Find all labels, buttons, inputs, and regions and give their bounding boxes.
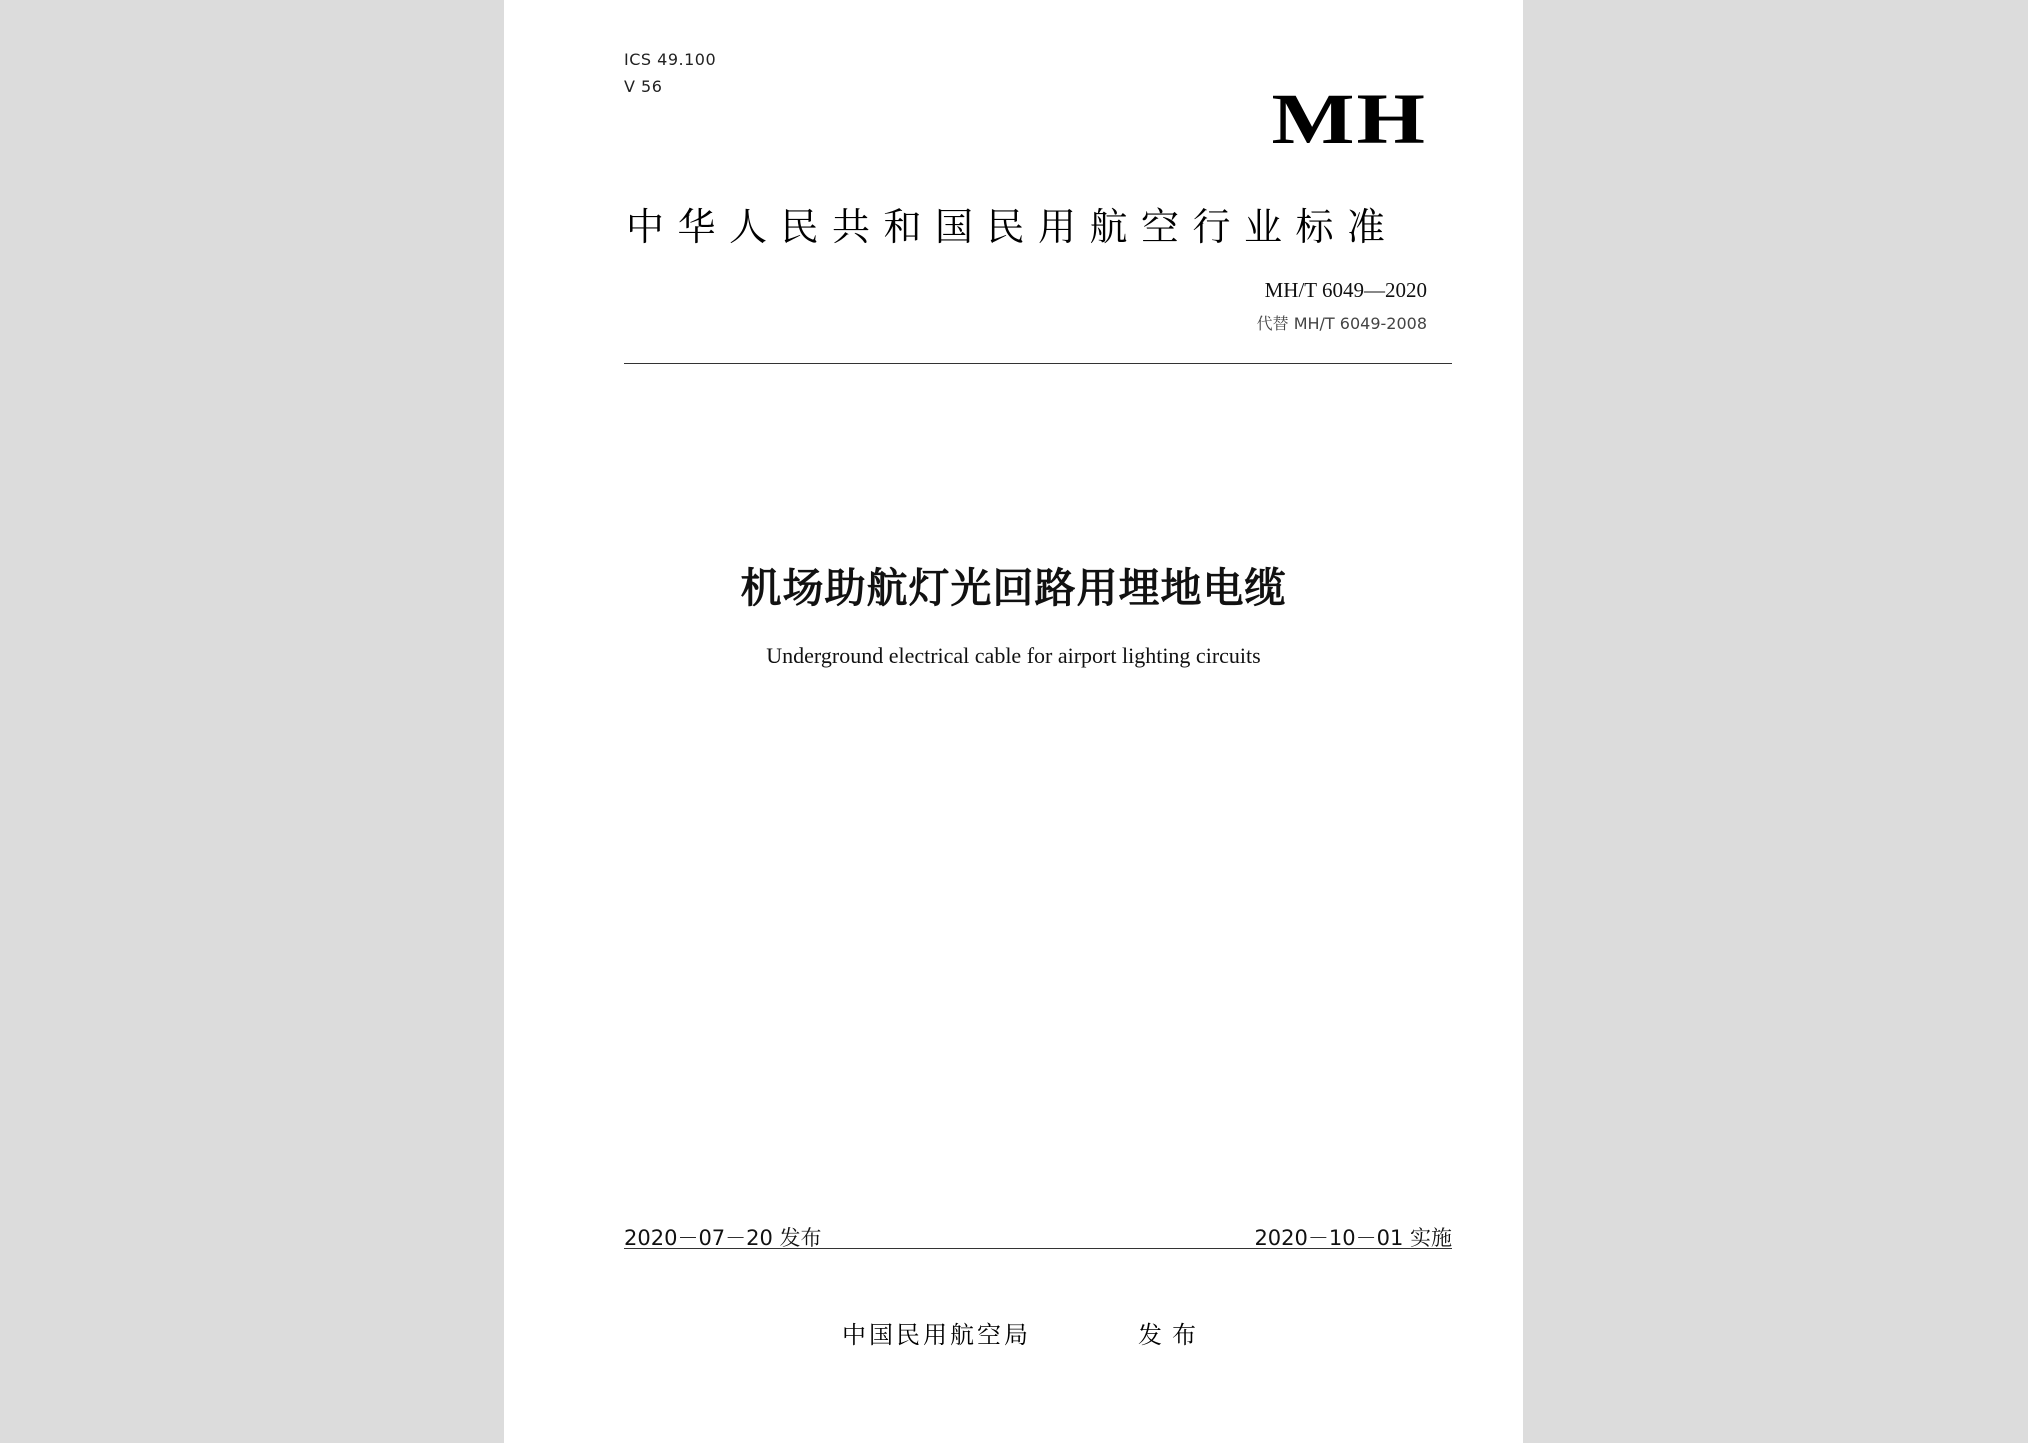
ccs-code: V 56 <box>624 77 663 96</box>
ics-code: ICS 49.100 <box>624 50 717 69</box>
implementation-date: 2020－10－01 实施 <box>1254 1226 1452 1250</box>
title-chinese: 机场助航灯光回路用埋地电缆 <box>740 564 1287 612</box>
publish-label: 发布 <box>1138 1321 1206 1349</box>
title-english: Underground electrical cable for airport lighting circuits <box>766 643 1261 668</box>
standard-category: 中华人民共和国民用航空行业标准 <box>626 205 1399 249</box>
replaces-note: 代替 MH/T 6049-2008 <box>1256 314 1427 333</box>
bottom-divider <box>624 1248 1452 1249</box>
mh-logo: MH <box>1271 79 1427 160</box>
top-divider <box>624 363 1452 364</box>
issue-date: 2020－07－20 发布 <box>624 1226 822 1250</box>
publisher-name: 中国民用航空局 <box>842 1321 1031 1349</box>
document-page <box>504 0 1523 1443</box>
standard-number: MH/T 6049—2020 <box>1264 278 1427 302</box>
